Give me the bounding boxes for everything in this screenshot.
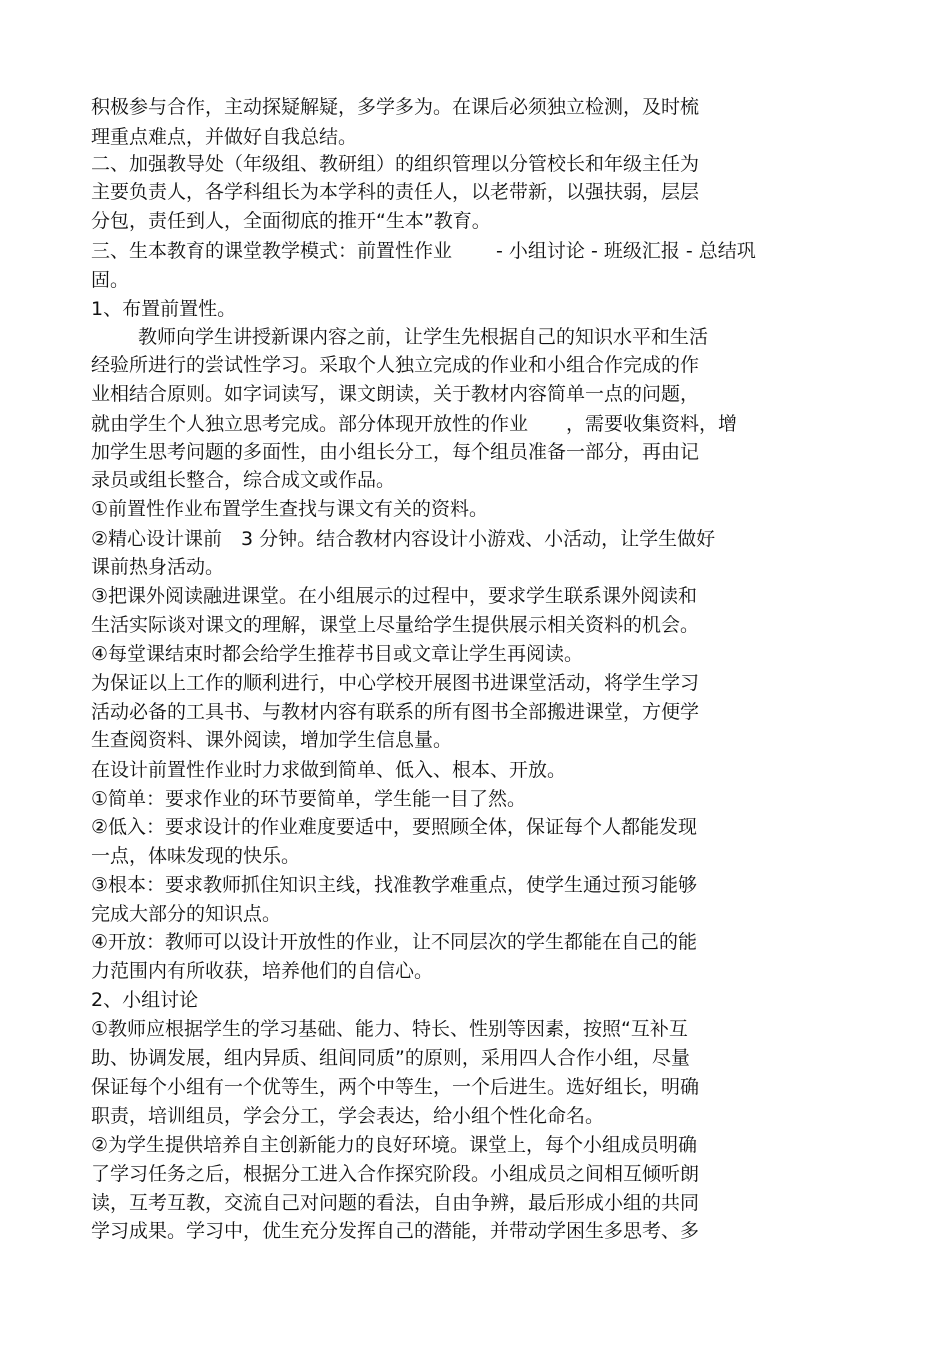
text-line: ②为学生提供培养自主创新能力的良好环境。课堂上，每个小组成员明确 [91,1134,698,1156]
text-line: 学习成果。学习中，优生充分发挥自己的潜能，并带动学困生多思考、多 [91,1220,700,1242]
text-line: ③把课外阅读融进课堂。在小组展示的过程中，要求学生联系课外阅读和 [91,585,698,607]
text-line: 就由学生个人独立思考完成。部分体现开放性的作业 ，需要收集资料，增 [91,413,738,435]
text-line: 固。 [91,269,130,291]
text-line: 在设计前置性作业时力求做到简单、低入、根本、开放。 [91,759,567,781]
text-line: 完成大部分的知识点。 [91,903,282,925]
text-line: ③根本：要求教师抓住知识主线，找准教学难重点，使学生通过预习能够 [91,874,698,896]
text-line: 理重点难点，并做好自我总结。 [91,126,358,148]
text-line: ①前置性作业布置学生查找与课文有关的资料。 [91,498,489,520]
text-line: 生查阅资料、课外阅读，增加学生信息量。 [91,729,453,751]
text-line: 读，互考互教，交流自己对问题的看法，自由争辨，最后形成小组的共同 [91,1192,700,1214]
text-line: 经验所进行的尝试性学习。采取个人独立完成的作业和小组合作完成的作 [91,354,700,376]
text-line: 三、生本教育的课堂教学模式：前置性作业 - 小组讨论 - 班级汇报 - 总结巩 [91,240,756,262]
text-line: ①简单：要求作业的环节要简单，学生能一目了然。 [91,788,527,810]
text-line: 生活实际谈对课文的理解，课堂上尽量给学生提供展示相关资料的机会。 [91,614,700,636]
text-line: ①教师应根据学生的学习基础、能力、特长、性别等因素，按照“互补互 [91,1018,688,1040]
text-line: 了学习任务之后，根据分工进入合作探究阶段。小组成员之间相互倾听朗 [91,1163,700,1185]
text-line: 为保证以上工作的顺利进行，中心学校开展图书进课堂活动，将学生学习 [91,672,700,694]
text-line: 二、加强教导处（年级组、教研组）的组织管理以分管校长和年级主任为 [91,153,700,175]
text-line: ④每堂课结束时都会给学生推荐书目或文章让学生再阅读。 [91,643,584,665]
section-heading: 1、布置前置性。 [91,298,237,320]
text-line: 力范围内有所收获，培养他们的自信心。 [91,960,434,982]
text-line: 分包，责任到人，全面彻底的推开“生本”教育。 [91,210,491,232]
text-line: 业相结合原则。如字词读写，课文朗读，关于教材内容简单一点的问题， [91,383,700,405]
text-line: 助、协调发展，组内异质、组间同质”的原则，采用四人合作小组，尽量 [91,1047,690,1069]
text-line: 保证每个小组有一个优等生，两个中等生，一个后进生。选好组长，明确 [91,1076,700,1098]
text-line: ②精心设计课前 3 分钟。结合教材内容设计小游戏、小活动，让学生做好 [91,528,716,550]
text-line: 教师向学生讲授新课内容之前，让学生先根据自己的知识水平和生活 [138,326,709,348]
text-line: 积极参与合作，主动探疑解疑，多学多为。在课后必须独立检测，及时梳 [91,96,700,118]
text-line: 课前热身活动。 [91,556,225,578]
text-line: ④开放：教师可以设计开放性的作业，让不同层次的学生都能在自己的能 [91,931,698,953]
text-line: 加学生思考问题的多面性，由小组长分工，每个组员准备一部分，再由记 [91,441,700,463]
text-line: ②低入：要求设计的作业难度要适中，要照顾全体，保证每个人都能发现 [91,816,698,838]
text-line: 活动必备的工具书、与教材内容有联系的所有图书全部搬进课堂，方便学 [91,701,700,723]
text-line: 职责，培训组员，学会分工，学会表达，给小组个性化命名。 [91,1105,605,1127]
text-line: 主要负责人，各学科组长为本学科的责任人，以老带新，以强扶弱，层层 [91,181,700,203]
text-line: 录员或组长整合，综合成文或作品。 [91,469,396,491]
section-heading: 2、小组讨论 [91,989,199,1011]
text-line: 一点，体味发现的快乐。 [91,845,301,867]
